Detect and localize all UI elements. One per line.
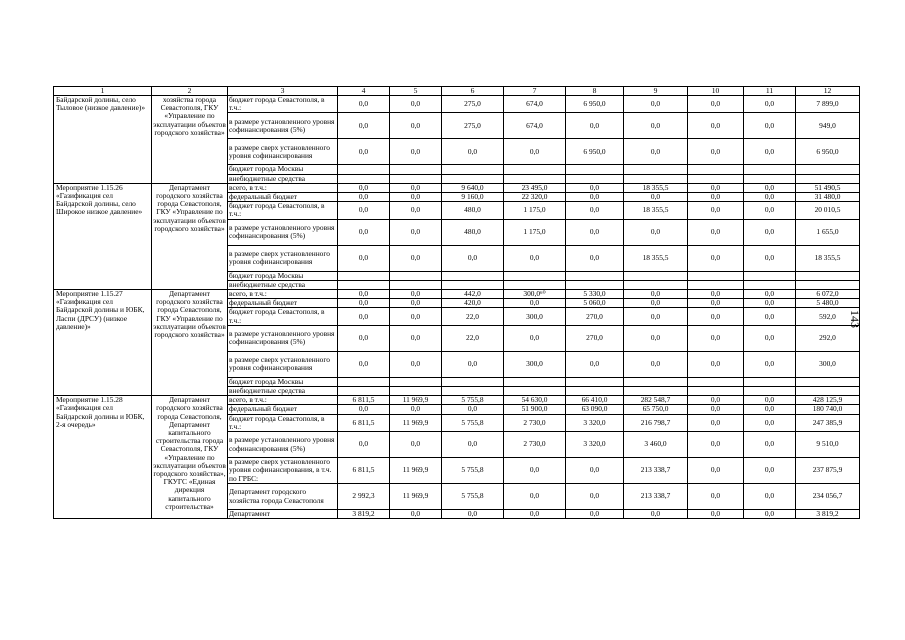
value-cell [744, 174, 796, 183]
header-cell: 6 [442, 87, 504, 96]
value-cell: 1 175,0 [504, 202, 566, 219]
value-cell: 0,0 [624, 308, 688, 325]
value-cell [504, 271, 566, 280]
value-cell: 0,0 [688, 432, 744, 458]
value-cell: 0,0 [390, 432, 442, 458]
value-cell [744, 377, 796, 386]
value-cell: 0,0 [688, 510, 744, 519]
value-cell: 65 750,0 [624, 405, 688, 414]
value-cell: 18 355,5 [624, 202, 688, 219]
value-cell: 11 969,9 [390, 458, 442, 484]
value-cell [338, 280, 390, 289]
value-cell [688, 280, 744, 289]
value-cell [624, 280, 688, 289]
value-cell [566, 280, 624, 289]
value-cell: 0,0 [390, 325, 442, 351]
value-cell [566, 165, 624, 174]
funding-source-cell: бюджет города Москвы [228, 271, 338, 280]
value-cell: 0,0 [442, 139, 504, 165]
funding-source-cell: в размере сверх установленного уровня софинансирования, в т.ч. по ГРБС: [228, 458, 338, 484]
value-cell: 1 175,0 [504, 219, 566, 245]
header-row [54, 87, 860, 96]
value-cell: 0,0 [338, 432, 390, 458]
value-cell [442, 271, 504, 280]
value-cell: 0,0 [744, 202, 796, 219]
value-cell: 0,0 [744, 351, 796, 377]
value-cell: 213 338,7 [624, 484, 688, 510]
value-cell: 63 090,0 [566, 405, 624, 414]
value-cell: 23 495,0 [504, 183, 566, 192]
table-row [54, 396, 860, 405]
header-cell: 1 [54, 87, 152, 96]
value-cell: 442,0 [442, 290, 504, 299]
value-cell: 3 460,0 [624, 432, 688, 458]
value-cell: 0,0 [688, 396, 744, 405]
value-cell: 0,0 [566, 458, 624, 484]
value-cell: 0,0 [744, 414, 796, 431]
value-cell [566, 387, 624, 396]
value-cell: 282 548,7 [624, 396, 688, 405]
total-value-cell: 292,0 [796, 325, 860, 351]
value-cell: 0,0 [442, 245, 504, 271]
value-cell [744, 387, 796, 396]
value-cell: 0,0 [624, 139, 688, 165]
value-cell: 0,0 [504, 458, 566, 484]
total-value-cell: 1 655,0 [796, 219, 860, 245]
value-cell: 0,0 [504, 245, 566, 271]
value-cell: 0,0 [744, 299, 796, 308]
value-cell: 0,0 [442, 405, 504, 414]
value-cell: 0,0 [744, 193, 796, 202]
funding-source-cell: внебюджетные средства [228, 280, 338, 289]
value-cell: 5 330,0 [566, 290, 624, 299]
value-cell: 0,0 [624, 96, 688, 113]
value-cell: 5 755,8 [442, 414, 504, 431]
value-cell [504, 174, 566, 183]
funding-source-cell: федеральный бюджет [228, 405, 338, 414]
value-cell: 0,0 [624, 193, 688, 202]
value-cell [688, 271, 744, 280]
value-cell: 0,0 [390, 308, 442, 325]
value-cell: 0,0 [744, 113, 796, 139]
value-cell: 0,0 [390, 510, 442, 519]
table-row [54, 96, 860, 113]
value-cell: 11 969,9 [390, 484, 442, 510]
table-row [54, 183, 860, 192]
value-cell: 0,0 [504, 510, 566, 519]
funding-source-cell: бюджет города Москвы [228, 165, 338, 174]
value-cell: 6 811,5 [338, 458, 390, 484]
value-cell: 0,0 [338, 113, 390, 139]
value-cell [442, 165, 504, 174]
value-cell [688, 377, 744, 386]
value-cell: 0,0 [338, 193, 390, 202]
value-cell: 22 320,0 [504, 193, 566, 202]
funding-source-cell: бюджет города Севастополя, в т.ч.: [228, 414, 338, 431]
value-cell: 213 338,7 [624, 458, 688, 484]
header-cell: 5 [390, 87, 442, 96]
value-cell [390, 165, 442, 174]
value-cell: 674,0 [504, 113, 566, 139]
funding-source-cell: Департамент городского хозяйства города Севастополя [228, 484, 338, 510]
value-cell: 0,0 [744, 219, 796, 245]
value-cell: 0,0 [390, 113, 442, 139]
budget-table [53, 86, 860, 519]
value-cell: 0,0 [338, 96, 390, 113]
value-cell: 0,0 [688, 193, 744, 202]
value-cell [338, 174, 390, 183]
value-cell [390, 280, 442, 289]
value-cell: 300,0 [504, 351, 566, 377]
total-value-cell: 6 950,0 [796, 139, 860, 165]
value-cell: 0,0 [390, 245, 442, 271]
total-value-cell: 7 899,0 [796, 96, 860, 113]
value-cell [744, 271, 796, 280]
value-cell [390, 377, 442, 386]
value-cell: 18 355,5 [624, 245, 688, 271]
value-cell: 0,0 [744, 405, 796, 414]
value-cell: 5 755,8 [442, 458, 504, 484]
value-cell: 0,0 [390, 139, 442, 165]
value-cell: 0,0 [390, 193, 442, 202]
header-cell: 11 [744, 87, 796, 96]
total-value-cell: 3 819,2 [796, 510, 860, 519]
value-cell: 674,0 [504, 96, 566, 113]
value-cell: 11 969,9 [390, 414, 442, 431]
value-cell: 0,0 [688, 113, 744, 139]
measure-name-cell: Байдарской долины, село Тыловое (низкое давление)» [54, 96, 152, 184]
value-cell: 0,0 [338, 139, 390, 165]
value-cell: 0,0 [390, 219, 442, 245]
value-cell: 420,0 [442, 299, 504, 308]
value-cell: 5 060,0 [566, 299, 624, 308]
value-cell: 0,0 [338, 219, 390, 245]
value-cell: 0,0 [744, 432, 796, 458]
total-value-cell [796, 387, 860, 396]
value-cell: 66 410,0 [566, 396, 624, 405]
value-cell: 6 950,0 [566, 139, 624, 165]
value-cell: 0,0 [744, 245, 796, 271]
value-cell: 3 819,2 [338, 510, 390, 519]
funding-source-cell: бюджет города Москвы [228, 377, 338, 386]
value-cell: 0,0 [624, 351, 688, 377]
total-value-cell [796, 174, 860, 183]
value-cell: 0,0 [744, 308, 796, 325]
value-cell: 0,0 [504, 139, 566, 165]
executor-cell: Департамент городского хозяйства города Севастополя, ГКУ «Управление по эксплуатации объектов городского хозяйства» [152, 290, 228, 396]
value-cell: 0,0 [688, 484, 744, 510]
value-cell: 0,0 [744, 325, 796, 351]
value-cell: 0,0 [390, 96, 442, 113]
value-cell [504, 387, 566, 396]
value-cell: 0,0 [504, 299, 566, 308]
page-number: 143 [848, 310, 862, 328]
value-cell: 0,0 [338, 183, 390, 192]
value-cell [624, 271, 688, 280]
value-cell: 0,0 [390, 202, 442, 219]
total-value-cell: 592,0 [796, 308, 860, 325]
value-cell [504, 280, 566, 289]
value-cell [390, 387, 442, 396]
total-value-cell: 428 125,9 [796, 396, 860, 405]
value-cell: 300,0⁶⁰ [504, 290, 566, 299]
header-cell: 9 [624, 87, 688, 96]
value-cell: 0,0 [744, 484, 796, 510]
value-cell: 480,0 [442, 219, 504, 245]
value-cell [504, 165, 566, 174]
value-cell: 270,0 [566, 308, 624, 325]
value-cell: 0,0 [688, 414, 744, 431]
total-value-cell: 51 490,5 [796, 183, 860, 192]
total-value-cell: 18 355,5 [796, 245, 860, 271]
value-cell: 22,0 [442, 308, 504, 325]
value-cell: 0,0 [566, 113, 624, 139]
value-cell: 9 640,0 [442, 183, 504, 192]
funding-source-cell: в размере сверх установленного уровня софинансирования [228, 351, 338, 377]
value-cell: 0,0 [338, 299, 390, 308]
total-value-cell: 949,0 [796, 113, 860, 139]
value-cell: 22,0 [442, 325, 504, 351]
funding-source-cell: в размере сверх установленного уровня софинансирования [228, 245, 338, 271]
value-cell: 0,0 [566, 510, 624, 519]
value-cell: 480,0 [442, 202, 504, 219]
value-cell: 0,0 [390, 290, 442, 299]
funding-source-cell: в размере установленного уровня софинансирования (5%) [228, 432, 338, 458]
value-cell: 6 811,5 [338, 414, 390, 431]
value-cell: 0,0 [338, 245, 390, 271]
value-cell: 0,0 [338, 405, 390, 414]
value-cell: 275,0 [442, 113, 504, 139]
executor-cell: Департамент городского хозяйства города Севастополя, ГКУ «Управление по эксплуатации объектов городского хозяйства» [152, 183, 228, 289]
value-cell [338, 387, 390, 396]
value-cell: 0,0 [566, 183, 624, 192]
value-cell [688, 174, 744, 183]
value-cell: 0,0 [688, 458, 744, 484]
total-value-cell: 247 385,9 [796, 414, 860, 431]
value-cell [338, 377, 390, 386]
value-cell [442, 377, 504, 386]
total-value-cell: 5 480,0 [796, 299, 860, 308]
value-cell: 0,0 [688, 96, 744, 113]
total-value-cell [796, 280, 860, 289]
value-cell [624, 165, 688, 174]
funding-source-cell: в размере установленного уровня софинансирования (5%) [228, 219, 338, 245]
header-cell: 8 [566, 87, 624, 96]
header-cell: 10 [688, 87, 744, 96]
value-cell: 0,0 [390, 351, 442, 377]
value-cell: 2 730,0 [504, 414, 566, 431]
funding-source-cell: федеральный бюджет [228, 193, 338, 202]
total-value-cell: 31 480,0 [796, 193, 860, 202]
header-cell: 12 [796, 87, 860, 96]
value-cell: 0,0 [566, 245, 624, 271]
value-cell [566, 377, 624, 386]
value-cell: 0,0 [624, 219, 688, 245]
value-cell: 0,0 [688, 290, 744, 299]
funding-source-cell: всего, в т.ч.: [228, 290, 338, 299]
total-value-cell: 180 740,0 [796, 405, 860, 414]
total-value-cell: 9 510,0 [796, 432, 860, 458]
value-cell: 0,0 [624, 299, 688, 308]
value-cell [442, 387, 504, 396]
value-cell: 18 355,5 [624, 183, 688, 192]
value-cell [566, 271, 624, 280]
value-cell: 6 950,0 [566, 96, 624, 113]
value-cell: 0,0 [624, 325, 688, 351]
funding-source-cell: внебюджетные средства [228, 387, 338, 396]
value-cell: 5 755,8 [442, 484, 504, 510]
value-cell: 0,0 [688, 202, 744, 219]
funding-source-cell: федеральный бюджет [228, 299, 338, 308]
value-cell: 0,0 [390, 405, 442, 414]
value-cell: 0,0 [688, 308, 744, 325]
funding-source-cell: внебюджетные средства [228, 174, 338, 183]
value-cell: 0,0 [744, 510, 796, 519]
value-cell: 0,0 [338, 308, 390, 325]
value-cell: 0,0 [688, 245, 744, 271]
measure-name-cell: Мероприятие 1.15.28 «Газификация сел Байдарской долины и ЮБК, 2-я очередь» [54, 396, 152, 519]
value-cell [624, 387, 688, 396]
value-cell: 2 992,3 [338, 484, 390, 510]
value-cell: 11 969,9 [390, 396, 442, 405]
value-cell: 51 900,0 [504, 405, 566, 414]
value-cell: 0,0 [442, 432, 504, 458]
funding-source-cell: бюджет города Севастополя, в т.ч.: [228, 202, 338, 219]
value-cell [338, 271, 390, 280]
value-cell: 0,0 [624, 113, 688, 139]
value-cell: 0,0 [390, 183, 442, 192]
table-row [54, 290, 860, 299]
value-cell [744, 165, 796, 174]
value-cell: 0,0 [688, 299, 744, 308]
value-cell: 54 630,0 [504, 396, 566, 405]
value-cell: 0,0 [338, 290, 390, 299]
header-cell: 2 [152, 87, 228, 96]
executor-cell: хозяйства города Севастополя, ГКУ «Управление по эксплуатации объектов городского хозяйства» [152, 96, 228, 184]
value-cell: 270,0 [566, 325, 624, 351]
value-cell [442, 280, 504, 289]
funding-source-cell: в размере сверх установленного уровня софинансирования [228, 139, 338, 165]
total-value-cell: 300,0 [796, 351, 860, 377]
value-cell [566, 174, 624, 183]
value-cell: 0,0 [566, 484, 624, 510]
budget-table-container [53, 86, 859, 519]
value-cell [504, 377, 566, 386]
value-cell: 0,0 [442, 510, 504, 519]
funding-source-cell: всего, в т.ч.: [228, 396, 338, 405]
value-cell: 0,0 [744, 290, 796, 299]
value-cell: 0,0 [744, 396, 796, 405]
value-cell: 0,0 [624, 290, 688, 299]
total-value-cell [796, 271, 860, 280]
value-cell: 275,0 [442, 96, 504, 113]
value-cell: 0,0 [566, 219, 624, 245]
value-cell: 0,0 [688, 325, 744, 351]
total-value-cell: 234 056,7 [796, 484, 860, 510]
header-cell: 7 [504, 87, 566, 96]
total-value-cell [796, 377, 860, 386]
value-cell: 300,0 [504, 308, 566, 325]
value-cell: 0,0 [566, 202, 624, 219]
value-cell: 0,0 [442, 351, 504, 377]
total-value-cell: 20 010,5 [796, 202, 860, 219]
value-cell: 3 320,0 [566, 432, 624, 458]
value-cell: 216 798,7 [624, 414, 688, 431]
value-cell [390, 271, 442, 280]
value-cell [744, 280, 796, 289]
value-cell: 5 755,8 [442, 396, 504, 405]
header-cell: 3 [228, 87, 338, 96]
value-cell: 9 160,0 [442, 193, 504, 202]
value-cell [442, 174, 504, 183]
value-cell [624, 174, 688, 183]
value-cell: 3 320,0 [566, 414, 624, 431]
table-body [54, 87, 860, 519]
measure-name-cell: Мероприятие 1.15.26 «Газификация сел Байдарской долины, село Широкое низкое давление» [54, 183, 152, 289]
value-cell: 0,0 [338, 202, 390, 219]
total-value-cell [796, 165, 860, 174]
value-cell [338, 165, 390, 174]
value-cell: 0,0 [688, 219, 744, 245]
value-cell: 2 730,0 [504, 432, 566, 458]
value-cell: 0,0 [744, 96, 796, 113]
value-cell [390, 174, 442, 183]
funding-source-cell: в размере установленного уровня софинансирования (5%) [228, 113, 338, 139]
value-cell: 0,0 [624, 510, 688, 519]
header-cell: 4 [338, 87, 390, 96]
value-cell: 0,0 [688, 183, 744, 192]
value-cell: 0,0 [338, 325, 390, 351]
funding-source-cell: в размере установленного уровня софинансирования (5%) [228, 325, 338, 351]
funding-source-cell: бюджет города Севастополя, в т.ч.: [228, 96, 338, 113]
funding-source-cell: всего, в т.ч.: [228, 183, 338, 192]
value-cell: 0,0 [566, 351, 624, 377]
funding-source-cell: Департамент [228, 510, 338, 519]
value-cell [624, 377, 688, 386]
value-cell: 0,0 [688, 139, 744, 165]
value-cell: 0,0 [688, 351, 744, 377]
value-cell [688, 165, 744, 174]
funding-source-cell: бюджет города Севастополя, в т.ч.: [228, 308, 338, 325]
value-cell [688, 387, 744, 396]
total-value-cell: 6 072,0 [796, 290, 860, 299]
value-cell: 0,0 [688, 405, 744, 414]
total-value-cell: 237 875,9 [796, 458, 860, 484]
value-cell: 0,0 [744, 139, 796, 165]
value-cell: 0,0 [338, 351, 390, 377]
executor-cell: Департамент городского хозяйства города Севастополя, Департамент капитального строительства города Севастополя, ГКУ «Управление по эксплуатации объектов городского хозяйства», ГКУГС «Единая дирекция капитального строительства» [152, 396, 228, 519]
value-cell: 0,0 [566, 193, 624, 202]
measure-name-cell: Мероприятие 1.15.27 «Газификация сел Байдарской долины и ЮБК, Ласпи (ДРСУ) (низкое давление)» [54, 290, 152, 396]
value-cell: 0,0 [744, 458, 796, 484]
value-cell: 0,0 [390, 299, 442, 308]
value-cell: 0,0 [504, 325, 566, 351]
value-cell: 0,0 [504, 484, 566, 510]
value-cell: 0,0 [744, 183, 796, 192]
value-cell: 6 811,5 [338, 396, 390, 405]
